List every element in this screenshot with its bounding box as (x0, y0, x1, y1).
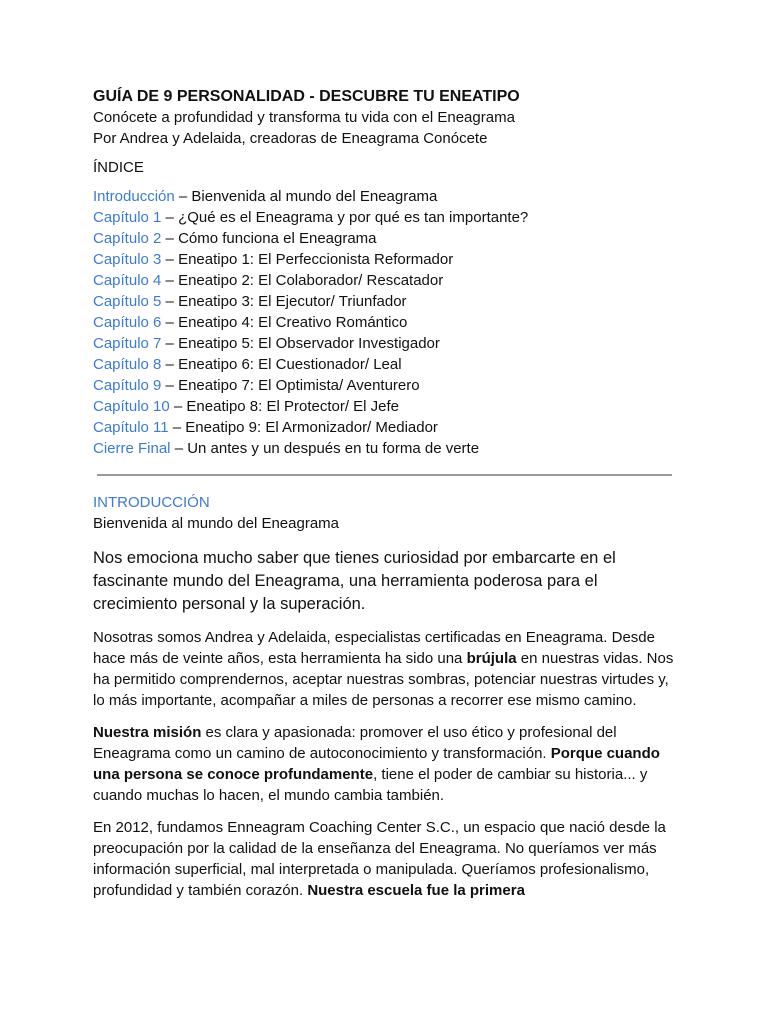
toc-link[interactable]: Capítulo 4 (93, 272, 162, 289)
document-page (93, 86, 683, 901)
toc-link[interactable]: Capítulo 9 (93, 377, 162, 394)
toc-item-introduccion (93, 186, 683, 207)
toc-link[interactable]: Introducción (93, 188, 175, 205)
toc-item-capitulo-8 (93, 354, 683, 375)
toc-item-text: – Eneatipo 4: El Creativo Romántico (161, 314, 408, 331)
toc-item-capitulo-4 (93, 270, 683, 291)
toc-item-text: – Eneatipo 1: El Perfeccionista Reformador (161, 251, 454, 268)
toc-link[interactable]: Capítulo 7 (93, 335, 162, 352)
toc-item-capitulo-6 (93, 312, 683, 333)
paragraph-text: En 2012, fundamos Enneagram Coaching Center S.C., un espacio que nació desde la preocupación por la calidad de la enseñanza del Eneagrama. No queríamos ver más información superficial, mal interpretada o manipulada. Queríamos profesionalismo, profundidad y también corazón. (93, 819, 666, 899)
toc-item-text: – Cómo funciona el Eneagrama (161, 230, 377, 247)
toc-item-text: – Eneatipo 2: El Colaborador/ Rescatador (161, 272, 444, 289)
paragraph-bold-text: Porque cuando una persona se conoce profundamente (93, 745, 660, 783)
toc-item-text: – Eneatipo 8: El Protector/ El Jefe (169, 398, 400, 415)
toc-link[interactable]: Capítulo 6 (93, 314, 162, 331)
toc-item-text: – ¿Qué es el Eneagrama y por qué es tan importante? (161, 209, 529, 226)
toc-link[interactable]: Capítulo 10 (93, 398, 170, 415)
toc-link[interactable]: Capítulo 3 (93, 251, 162, 268)
intro-heading: INTRODUCCIÓN (93, 494, 210, 511)
paragraph-bold-text: Nuestra misión (93, 724, 202, 741)
intro-paragraph-3 (93, 817, 683, 901)
paragraph-text: en nuestras vidas. Nos ha permitido comprendernos, aceptar nuestras sombras, potenciar nuestras virtudes y, lo más importante, acompañar a miles de personas a recorrer ese mismo camino. (93, 650, 674, 709)
paragraph-text: es clara y apasionada: promover el uso ético y profesional del Eneagrama como un camino de autoconocimiento y transformación. (93, 724, 617, 762)
document-authors: Por Andrea y Adelaida, creadoras de Eneagrama Conócete (93, 130, 488, 147)
toc-item-text: – Eneatipo 7: El Optimista/ Aventurero (161, 377, 420, 394)
document-title: GUÍA DE 9 PERSONALIDAD - DESCUBRE TU ENEATIPO (93, 88, 520, 105)
toc-item-capitulo-10 (93, 396, 683, 417)
toc-link[interactable]: Capítulo 2 (93, 230, 162, 247)
section-divider (97, 474, 672, 476)
toc-item-text: – Bienvenida al mundo del Eneagrama (174, 188, 438, 205)
intro-paragraph-1 (93, 627, 683, 711)
toc-item-text: – Un antes y un después en tu forma de verte (170, 440, 480, 457)
toc-item-capitulo-2 (93, 228, 683, 249)
toc-link[interactable]: Capítulo 1 (93, 209, 162, 226)
paragraph-bold-text: brújula (466, 650, 517, 667)
toc-item-capitulo-9 (93, 375, 683, 396)
toc-item-capitulo-5 (93, 291, 683, 312)
paragraph-bold-text: Nuestra escuela fue la primera (307, 882, 525, 899)
toc-link[interactable]: Cierre Final (93, 440, 171, 457)
toc-link[interactable]: Capítulo 5 (93, 293, 162, 310)
paragraph-text: Nosotras somos Andrea y Adelaida, especialistas certificadas en Eneagrama. Desde hace más de veinte años, esta herramienta ha sido una (93, 629, 655, 667)
toc-item-capitulo-1 (93, 207, 683, 228)
toc-item-text: – Eneatipo 9: El Armonizador/ Mediador (168, 419, 438, 436)
intro-lead-paragraph: Nos emociona mucho saber que tienes curiosidad por embarcarte en el fascinante mundo del Eneagrama, una herramienta poderosa para el crecimiento personal y la superación. (93, 549, 616, 613)
toc-item-capitulo-3 (93, 249, 683, 270)
intro-paragraph-2 (93, 722, 683, 806)
toc-item-cierre-final (93, 438, 683, 459)
paragraph-text: , tiene el poder de cambiar su historia... y cuando muchas lo hacen, el mundo cambia también. (93, 766, 648, 804)
toc-item-capitulo-7 (93, 333, 683, 354)
toc-item-text: – Eneatipo 5: El Observador Investigador (161, 335, 440, 352)
toc-item-text: – Eneatipo 3: El Ejecutor/ Triunfador (161, 293, 407, 310)
toc-link[interactable]: Capítulo 11 (93, 419, 169, 436)
toc-item-capitulo-11 (93, 417, 683, 438)
index-heading: ÍNDICE (93, 159, 144, 176)
toc-link[interactable]: Capítulo 8 (93, 356, 162, 373)
table-of-contents (93, 186, 683, 459)
intro-subheading: Bienvenida al mundo del Eneagrama (93, 515, 339, 532)
toc-item-text: – Eneatipo 6: El Cuestionador/ Leal (161, 356, 402, 373)
document-subtitle: Conócete a profundidad y transforma tu vida con el Eneagrama (93, 109, 515, 126)
